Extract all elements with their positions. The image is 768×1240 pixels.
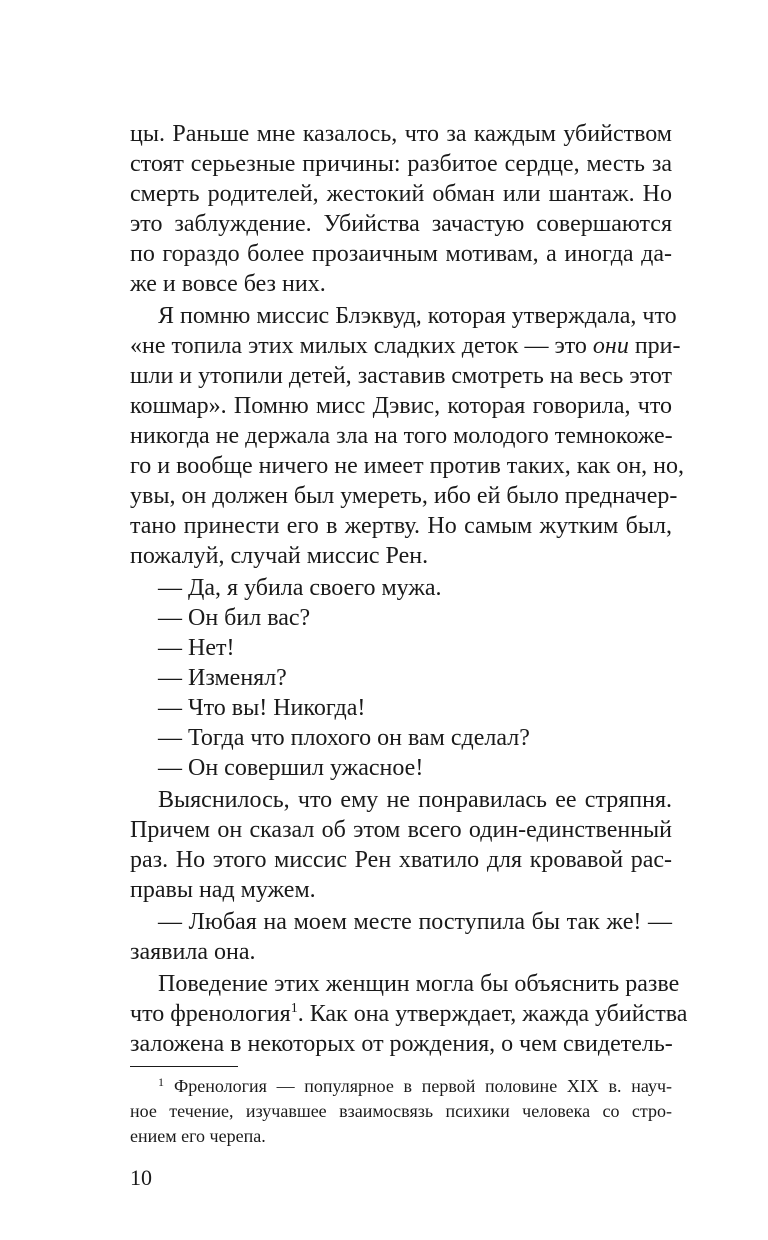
text-line: Я помню миссис Блэквуд, которая утверждала, что (158, 303, 677, 329)
text-line: тано принести его в жертву. Но самым жутким был, (130, 513, 672, 539)
text-segment: . Как она утверждает, жажда убийства (297, 1001, 688, 1027)
text-line: же и вовсе без них. (130, 271, 326, 297)
text-line: стоят серьезные причины: разбитое сердце, месть за (130, 151, 672, 177)
text-line (130, 331, 681, 361)
footnote-reference[interactable]: 1 (290, 1001, 298, 1016)
text-segment: «не топила этих милых сладких деток — это (130, 333, 587, 359)
text-line: Поведение этих женщин могла бы объяснить разве (158, 971, 680, 997)
text-line: кошмар». Помню мисс Дэвис, которая говорила, что (130, 393, 672, 419)
page-number: 10 (130, 1165, 152, 1190)
text-line: Выяснилось, что ему не понравилась ее стряпня. (158, 787, 672, 813)
text-line: цы. Раньше мне казалось, что за каждым убийством (130, 121, 672, 147)
text-line: заложена в некоторых от рождения, о чем свидетель- (130, 1031, 673, 1057)
text-line: по гораздо более прозаичным мотивам, а иногда да- (130, 241, 672, 267)
dialogue-line: — Что вы! Никогда! (158, 695, 366, 721)
text-line: раз. Но этого миссис Рен хватило для кровавой рас- (130, 847, 672, 873)
text-line: увы, он должен был умереть, ибо ей было предначер- (130, 483, 678, 509)
text-line: пожалуй, случай миссис Рен. (130, 543, 429, 569)
text-line: никогда не держала зла на того молодого темнокоже- (130, 423, 673, 449)
text-line: заявила она. (130, 939, 256, 965)
dialogue-line: — Да, я убила своего мужа. (158, 575, 442, 601)
text-line: это заблуждение. Убийства зачастую совершаются (130, 211, 672, 237)
text-segment: что френология (130, 1001, 291, 1027)
footnote-line: ением его черепа. (130, 1126, 266, 1146)
dialogue-line: — Он совершил ужасное! (158, 755, 424, 781)
footnote-marker: 1 (158, 1075, 164, 1089)
footnote-divider (130, 1066, 238, 1067)
footnote-line (158, 1074, 672, 1099)
text-line (130, 999, 688, 1029)
text-line: го и вообще ничего не имеет против таких, как он, но, (130, 453, 685, 479)
footnote-line: ное течение, изучавшее взаимосвязь психики человека со стро- (130, 1101, 672, 1121)
dialogue-line: — Он бил вас? (158, 605, 311, 631)
text-line: смерть родителей, жестокий обман или шантаж. Но (130, 181, 672, 207)
text-line: шли и утопили детей, заставив смотреть на весь этот (130, 363, 672, 389)
dialogue-line: — Тогда что плохого он вам сделал? (158, 725, 530, 751)
text-segment: при- (634, 333, 681, 359)
text-line: Причем он сказал об этом всего один-единственный (130, 817, 672, 843)
dialogue-line: — Нет! (158, 635, 235, 661)
book-page (130, 0, 688, 1240)
dialogue-line: — Изменял? (158, 665, 287, 691)
italic-emphasis: они (592, 333, 629, 359)
dialogue-line: — Любая на моем месте поступила бы так же! — (158, 909, 672, 935)
text-line: правы над мужем. (130, 877, 316, 903)
footnote-text: Френология — популярное в первой половине XIX в. науч- (174, 1076, 672, 1096)
